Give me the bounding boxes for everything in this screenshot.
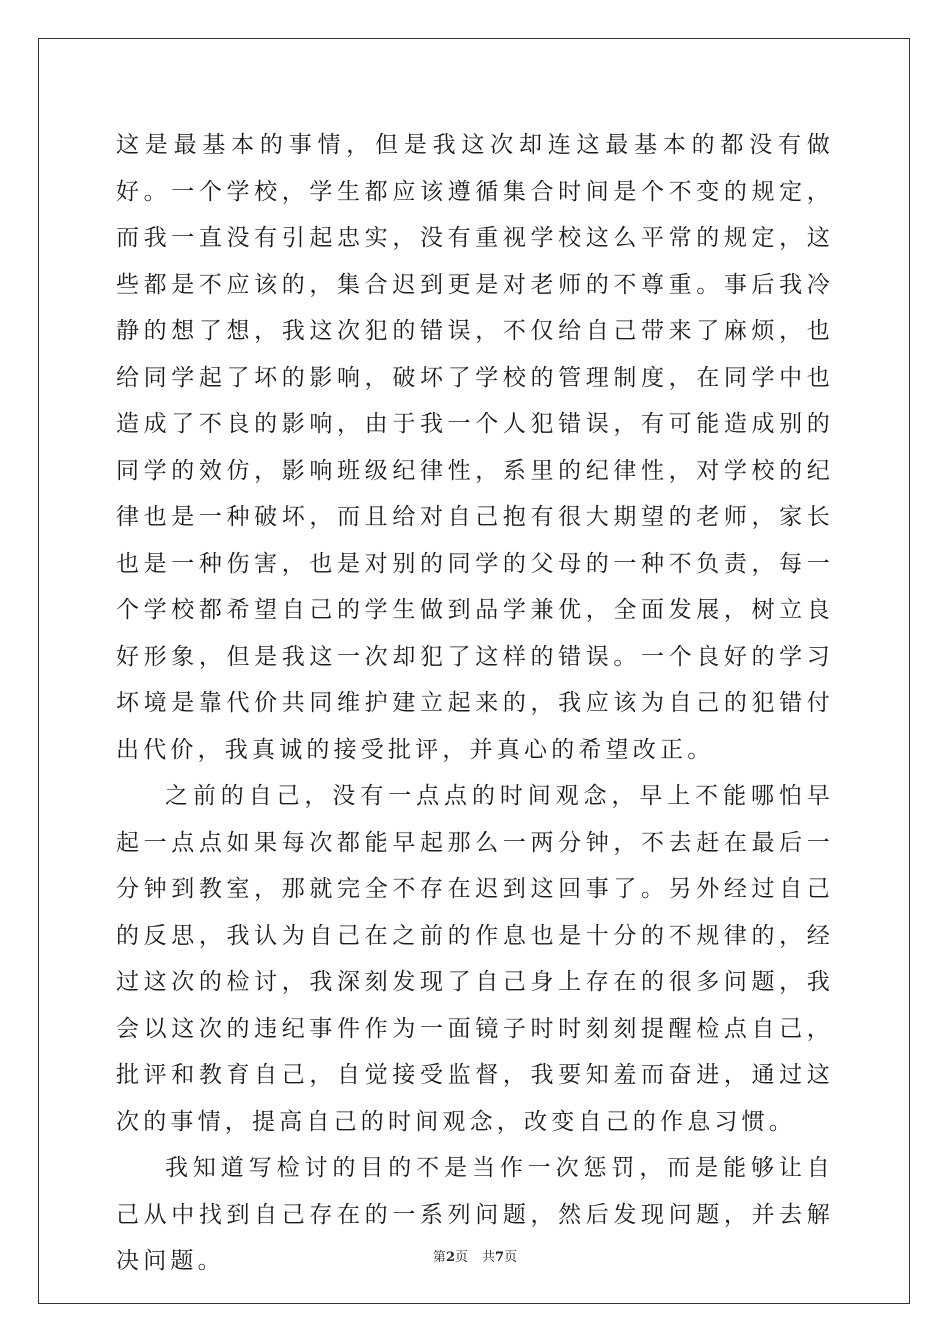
paragraph-2: 之前的自己，没有一点点的时间观念，早上不能哪怕早起一点点如果每次都能早起那么一两分钟，不去赶在最后一分钟到教室，那就完全不存在迟到这回事了。另外经过自己的反思，我认为自己在之前的作息也是十分的不规律的，经过这次的检讨，我深刻发现了自己身上存在的很多问题，我会以这次的违纪事件作为一面镜子时时刻刻提醒检点自己，批评和教育自己，自觉接受监督，我要知羞而奋进，通过这次的事情，提高自己的时间观念，改变自己的作息习惯。 [116,783,834,1135]
total-label-suffix: 页 [504,1250,518,1265]
current-page-number: 2 [445,1250,455,1265]
paragraph-3: 我知道写检讨的目的不是当作一次惩罚，而是能够让自己从中找到自己存在的一系列问题，然后发现问题，并去解决问题。 [116,1155,834,1274]
total-label-prefix: 共 [482,1250,496,1265]
page-label-prefix: 第 [432,1250,446,1265]
page-label-suffix: 页 [454,1250,468,1265]
page-footer [0,1246,950,1265]
document-body [116,122,834,1285]
total-page-count: 7 [495,1250,505,1265]
paragraph-1: 这是最基本的事情，但是我这次却连这最基本的都没有做好。一个学校，学生都应该遵循集合时间是个不变的规定，而我一直没有引起忠实，没有重视学校这么平常的规定，这些都是不应该的，集合迟到更是对老师的不尊重。事后我冷静的想了想，我这次犯的错误，不仅给自己带来了麻烦，也给同学起了坏的影响，破坏了学校的管理制度，在同学中也造成了不良的影响，由于我一个人犯错误，有可能造成别的同学的效仿，影响班级纪律性，系里的纪律性，对学校的纪律也是一种破坏，而且给对自己抱有很大期望的老师，家长也是一种伤害，也是对别的同学的父母的一种不负责，每一个学校都希望自己的学生做到品学兼优，全面发展，树立良好形象，但是我这一次却犯了这样的错误。一个良好的学习坏境是靠代价共同维护建立起来的，我应该为自己的犯错付出代价，我真诚的接受批评，并真心的希望改正。 [116,132,834,763]
